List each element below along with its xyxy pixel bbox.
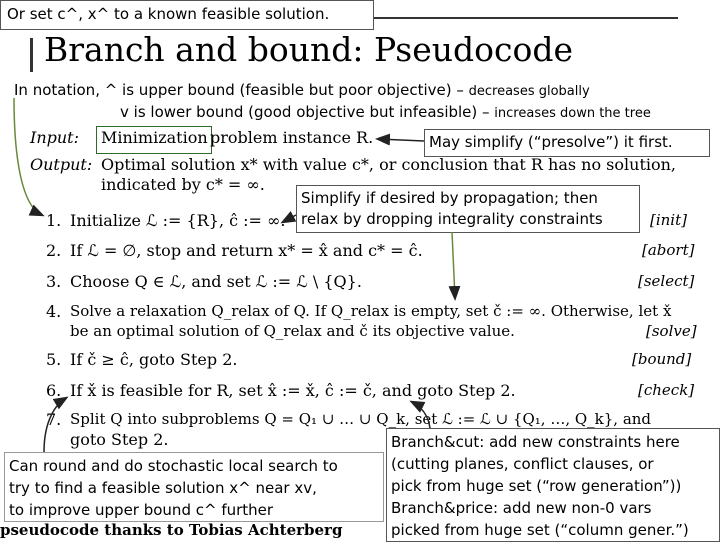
step-2-tag: [abort] <box>642 241 695 259</box>
input-label: Input: <box>30 128 79 147</box>
step-1-num: 1. <box>46 211 62 230</box>
branch-note-line-3: pick from huge set (“row generation”)) <box>391 477 682 495</box>
top-note-box <box>0 0 374 30</box>
presolve-note-box <box>424 129 710 157</box>
step-5-tag: [bound] <box>632 350 692 368</box>
step-2-num: 2. <box>46 241 62 260</box>
output-line-2: indicated by c* = ∞. <box>101 175 265 194</box>
step-3-num: 3. <box>46 272 62 291</box>
notation-line-2-main: v is lower bound (good objective but infeasible) – <box>120 103 495 121</box>
relax-note-box <box>296 185 640 233</box>
step-4-num: 4. <box>46 302 62 321</box>
step-4-text: Solve a relaxation Q_relax of Q. If Q_relax is empty, set č := ∞. Otherwise, let x̌ <box>70 302 672 320</box>
rounding-note-line-3: to improve upper bound c^ further <box>9 501 274 519</box>
step-5-text: If č ≥ ĉ, goto Step 2. <box>70 350 238 369</box>
relax-note-line-1: Simplify if desired by propagation; then <box>301 189 598 207</box>
rounding-note-line-2: try to find a feasible solution x^ near xv, <box>9 479 317 497</box>
credit-text: pseudocode thanks to Tobias Achterberg <box>0 521 343 539</box>
output-label: Output: <box>30 155 93 174</box>
presolve-note-text: May simplify (“presolve”) it first. <box>429 133 673 151</box>
step-1-text: Initialize ℒ := {R}, ĉ := ∞. <box>70 211 286 230</box>
notation-line-2-small: increases down the tree <box>494 106 651 121</box>
output-line-1: Optimal solution x* with value c*, or conclusion that R has no solution, <box>101 155 677 174</box>
step-6-tag: [check] <box>638 381 695 399</box>
notation-line-1-main: In notation, ^ is upper bound (feasible but poor objective) – <box>14 81 469 99</box>
step-1-tag: [init] <box>650 211 687 229</box>
page-title: Branch and bound: Pseudocode <box>44 30 573 69</box>
input-boxed-word: Minimization <box>101 128 208 147</box>
notation-line-1-small: decreases globally <box>468 84 590 99</box>
branch-note-line-1: Branch&cut: add new constraints here <box>391 433 680 451</box>
step-3-tag: [select] <box>638 272 695 290</box>
branch-note-line-2: (cutting planes, conflict clauses, or <box>391 455 654 473</box>
step-6-text: If x̌ is feasible for R, set x̂ := x̌, ĉ := č, and goto Step 2. <box>70 381 516 400</box>
branch-note-box <box>386 428 720 542</box>
step-7-text-2: goto Step 2. <box>70 430 169 449</box>
branch-note-line-4: Branch&price: add new non-0 vars <box>391 499 652 517</box>
step-6-num: 6. <box>46 381 62 400</box>
title-rule <box>372 17 678 19</box>
arrow-presolve-to-R <box>378 139 424 141</box>
step-7-text: Split Q into subproblems Q = Q₁ ∪ … ∪ Q_k, set ℒ := ℒ ∪ {Q₁, …, Q_k}, and <box>70 410 652 428</box>
branch-note-line-5: picked from huge set (“column gener.”) <box>391 521 689 539</box>
notation-line-2 <box>120 103 651 121</box>
input-rest: problem instance R. <box>210 128 374 147</box>
step-5-num: 5. <box>46 350 62 369</box>
step-3-text: Choose Q ∈ ℒ, and set ℒ := ℒ \ {Q}. <box>70 272 362 291</box>
rounding-note-line-1: Can round and do stochastic local search to <box>9 457 338 475</box>
top-note-text: Or set c^, x^ to a known feasible solution. <box>7 5 330 23</box>
step-4-tag: [solve] <box>646 322 697 340</box>
notation-line-1 <box>14 81 590 99</box>
relax-note-line-2: relax by dropping integrality constraints <box>301 210 603 228</box>
step-2-text: If ℒ = ∅, stop and return x* = x̂ and c* = ĉ. <box>70 241 423 260</box>
title-left-bar <box>30 38 33 72</box>
step-7-num: 7. <box>46 410 62 429</box>
step-4-text-2: be an optimal solution of Q_relax and č its objective value. <box>70 322 515 340</box>
rounding-note-box <box>4 452 384 522</box>
arrow-relax-to-solve <box>452 232 455 298</box>
